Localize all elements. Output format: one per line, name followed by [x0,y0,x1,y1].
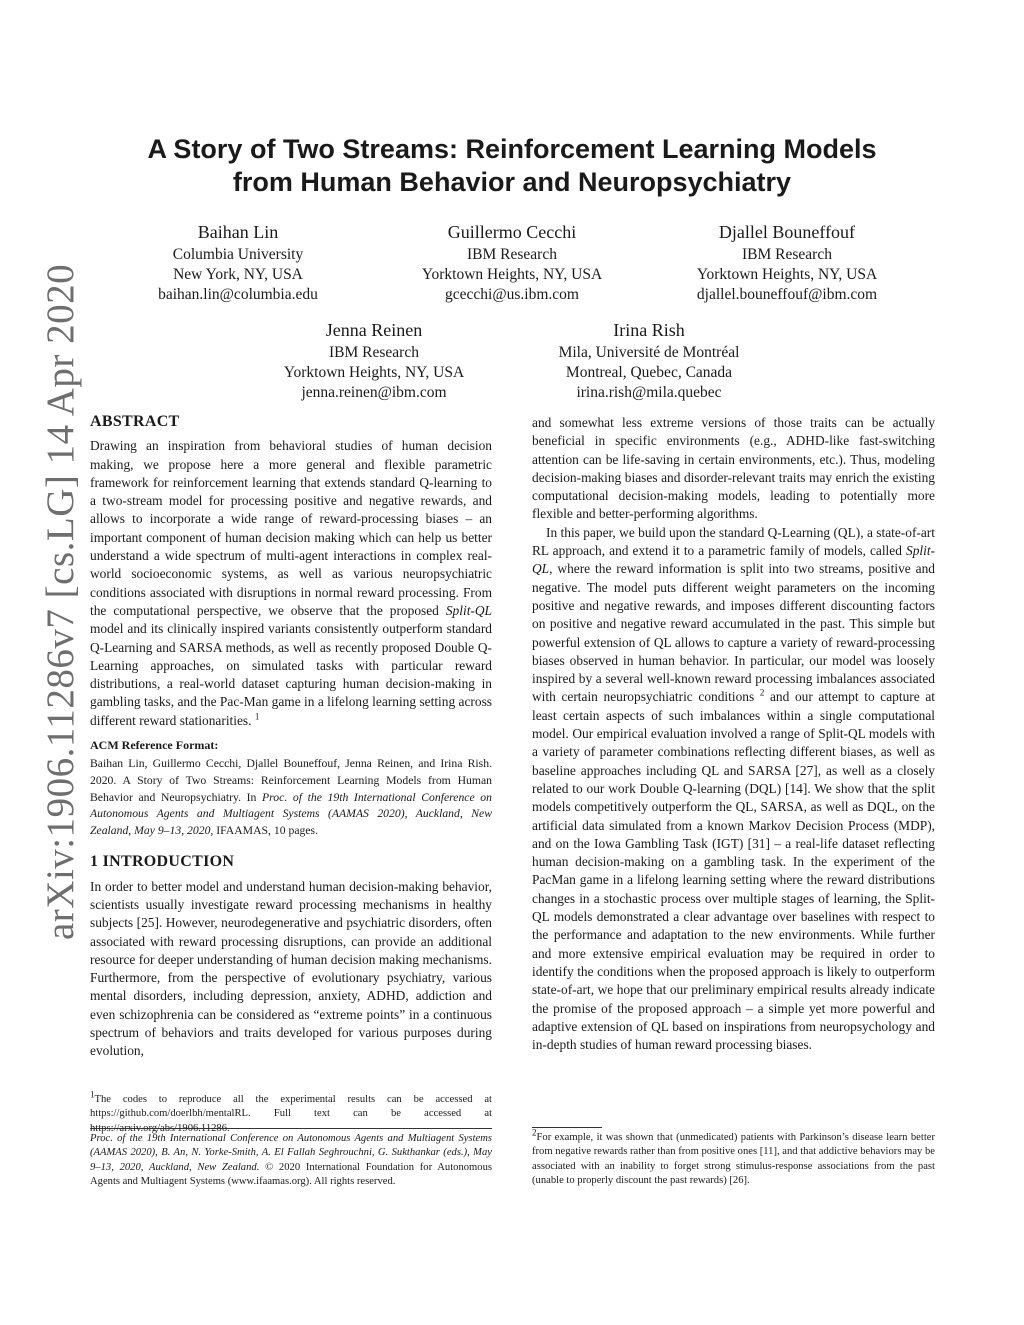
author-block-5 [519,319,779,403]
author-affiliation: IBM Research [467,246,557,263]
abstract-heading: ABSTRACT [90,413,180,430]
proceedings-notice: Proc. of the 19th International Conference on Autonomous Agents and Multiagent Systems (AAMAS 2020), B. An, N. Yorke-Smith, A. El Fallah Seghrouchni, G. Sukthankar (eds.), May 9–13, 2020, Auckland, New Zealand. © 2020 International Foundation for Autonomous Agents and Multiagent Systems (www.ifaamas.org). All rights reserved. [90,1133,493,1188]
arxiv-identifier: arXiv:1906.11286v7 [cs.LG] 14 Apr 2020 [39,263,82,940]
acm-reference-heading: ACM Reference Format: [90,738,219,753]
author-block-3 [657,221,917,305]
author-name: Jenna Reinen [325,320,423,340]
author-affiliation: Columbia University [172,246,304,263]
author-name: Guillermo Cecchi [447,222,577,242]
footnote-ref-1[interactable]: 1 [254,711,260,722]
title-line-1: A Story of Two Streams: Reinforcement Learning Models [147,134,877,164]
author-affiliation: IBM Research [329,344,419,361]
author-block-2 [382,221,642,305]
author-name: Djallel Bouneffouf [718,222,856,242]
author-name: Irina Rish [613,320,685,340]
author-name: Baihan Lin [197,222,279,242]
intro-paragraph-1: In order to better model and understand human decision-making behavior, scientists usually investigate reward processing mechanisms in healthy subjects [25]. However, neurodegenerative and psychiatric disorders, often associated with reward processing disruptions, can provide an additional resource for deeper understanding of human decision making mechanisms. Furthermore, from the perspective of evolutionary psychiatry, various mental disorders, including depression, anxiety, ADHD, addiction and even schizophrenia can be considered as “extreme points” in a continuous spectrum of behaviors and traits developed for various purposes during evolution, [90,878,492,1059]
author-block-1 [108,221,368,305]
split-ql-emphasis: Split-QL [532,543,936,577]
footnote-divider [532,1127,602,1128]
section-heading-introduction: 1 INTRODUCTION [90,853,235,871]
intro-paragraph-1-continued: and somewhat less extreme versions of those traits can be actually beneficial in specific environments (e.g., ADHD-like fast-switching attention can be life-saving in certain environments, etc.). Thus, modeling decision-making biases and disorder-relevant traits may enrich the existing computational decision-making models, leading to potentially more flexible and better-performing algorithms. [532,415,935,522]
author-affiliation: IBM Research [742,246,832,263]
author-block-4 [244,319,504,403]
author-location: Yorktown Heights, NY, USA [421,266,603,283]
author-location: Yorktown Heights, NY, USA [696,266,878,283]
author-location: Montreal, Quebec, Canada [565,364,733,381]
paper-title [90,133,934,199]
intro-paragraph-2: In this paper, we build upon the standard Q-Learning (QL), a state-of-art RL approach, and extend it to a parametric family of models, called Split-QL, where the reward information is split into two streams, positive and negative. The model puts different weight parameters on the incoming positive and negative rewards, and imposes different discounting factors on positive and negative reward accumulated in the past. This simple but powerful extension of QL allows to capture a variety of reward-processing biases observed in human behavior. In particular, our model was loosely inspired by a several well-known reward processing imbalances associated with certain neuropsychiatric conditions $^2$ and our attempt to capture at least certain aspects of such imbalances within a single computational model. Our empirical evaluation involved a range of Split-QL models with a variety of parameter combinations reflecting different biases, as well as baseline approaches including QL and SARSA [27], as well as a closely related to our work Double Q-learning (DQL) [14]. We show that the split models competitively outperform the QL, SARSA, as well as DQL, on the artificial data simulated from a known Markov Decision Process (MDP), and on the Iowa Gambling Task (IGT) [31] – a real-life dataset reflecting human decision-making on a gambling task. In the experiment of the PacMan game in a lifelong learning setting where the reward distributions changes in a stochastic process over multiple stages of learning, the Split-QL models demonstrated a clear advantage over baselines with respect to the performance and adaptation to the new environments. While further and more extensive empirical evaluation may be required in order to identify the conditions when the proposed approach is likely to outperform state-of-art, we hope that our preliminary empirical results already indicate the promise of the proposed approach – a simple yet more powerful and adaptive extension of QL based on inspirations from neuropsychology and in-depth studies of human reward processing biases. [532,524,936,1053]
footnote-ref-2[interactable]: 2 [759,687,765,698]
author-email: baihan.lin@columbia.edu [158,286,318,303]
author-email: irina.rish@mila.quebec [576,384,722,401]
author-email: gcecchi@us.ibm.com [445,286,579,303]
author-location: New York, NY, USA [173,266,303,283]
acm-reference-text: Baihan Lin, Guillermo Cecchi, Djallel Bouneffouf, Jenna Reinen, and Irina Rish. 2020. A Story of Two Streams: Reinforcement Learning Models from Human Behavior and Neuropsychiatry. In Proc. of the 19th International Conference on Autonomous Agents and Multiagent Systems (AAMAS 2020), Auckland, New Zealand, May 9–13, 2020, IFAAMAS, 10 pages. [90,757,492,837]
author-email: jenna.reinen@ibm.com [301,384,447,401]
abstract-text: Drawing an inspiration from behavioral studies of human decision making, we propose here a more general and flexible parametric framework for reinforcement learning that extends standard Q-learning to a two-stream model for processing positive and negative rewards, and allows to incorporate a wide range of reward-processing biases – an important component of human decision making which can help us better understand a wide spectrum of multi-agent interactions in complex real-world socioeconomic systems, as well as various neuropsychiatric conditions associated with disruptions in normal reward processing. From the computational perspective, we observe that the proposed Split-QL model and its clinically inspired variants consistently outperform standard Q-Learning and SARSA methods, as well as recently proposed Double Q-Learning approaches, on simulated tasks with particular reward distributions, a real-world dataset capturing human decision-making in gambling tasks, and the Pac-Man game in a lifelong learning setting across different reward stationarities. $^1$ [90,438,492,728]
author-affiliation: Mila, Université de Montréal [558,344,740,361]
footnote-2: $^2$For example, it was shown that (unmedicated) patients with Parkinson’s disease learn better from negative rewards rather than from positive ones [11], and that addictive behaviors may be associated with an inability to forget strong stimulus-response associations from the past (unable to properly discount the past rewards) [26]. [532,1127,935,1187]
right-column [532,414,935,1054]
author-email: djallel.bouneffouf@ibm.com [696,286,878,303]
left-column [90,413,492,1061]
title-line-2: from Human Behavior and Neuropsychiatry [232,167,792,197]
footnote-divider [90,1128,492,1129]
split-ql-emphasis: Split-QL [445,602,492,618]
author-location: Yorktown Heights, NY, USA [283,364,465,381]
footnote-1: $^1$The codes to reproduce all the experimental results can be accessed at https://github.com/doerlbh/mentalRL. Full text can be accessed at https://arxiv.org/abs/1906.11286. [90,1089,492,1134]
